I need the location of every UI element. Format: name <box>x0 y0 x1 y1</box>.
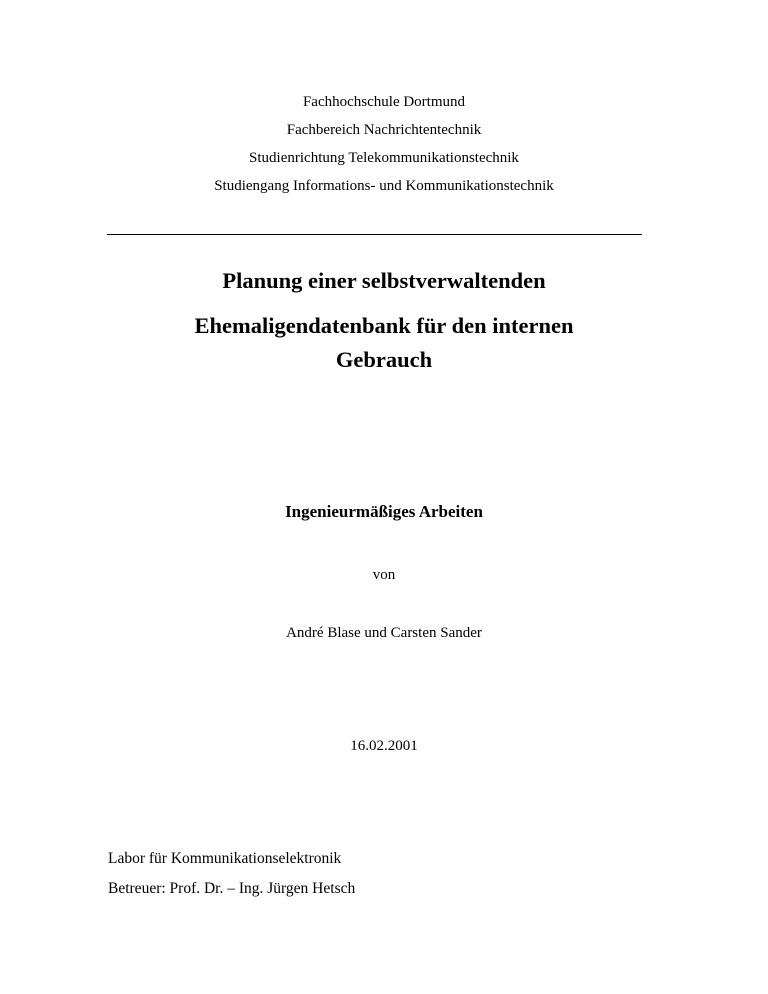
authors: André Blase und Carsten Sander <box>286 625 482 641</box>
department-name: Fachbereich Nachrichtentechnik <box>286 122 482 138</box>
institution-name: Fachhochschule Dortmund <box>302 94 466 110</box>
document-title-line-1: Planung einer selbstverwaltenden <box>222 268 546 293</box>
document-title-line-2: Ehemaligendatenbank für den internen <box>194 313 574 338</box>
supervisor: Betreuer: Prof. Dr. – Ing. Jürgen Hetsch <box>108 880 356 897</box>
work-type: Ingenieurmäßiges Arbeiten <box>285 502 483 521</box>
horizontal-divider <box>107 234 642 235</box>
study-program: Studiengang Informations- und Kommunikationstechnik <box>214 178 554 194</box>
submission-date: 16.02.2001 <box>350 738 418 754</box>
by-label: von <box>372 567 396 583</box>
study-direction: Studienrichtung Telekommunikationstechnik <box>249 150 519 166</box>
lab-name: Labor für Kommunikationselektronik <box>108 850 342 867</box>
document-title-line-3: Gebrauch <box>335 347 433 372</box>
